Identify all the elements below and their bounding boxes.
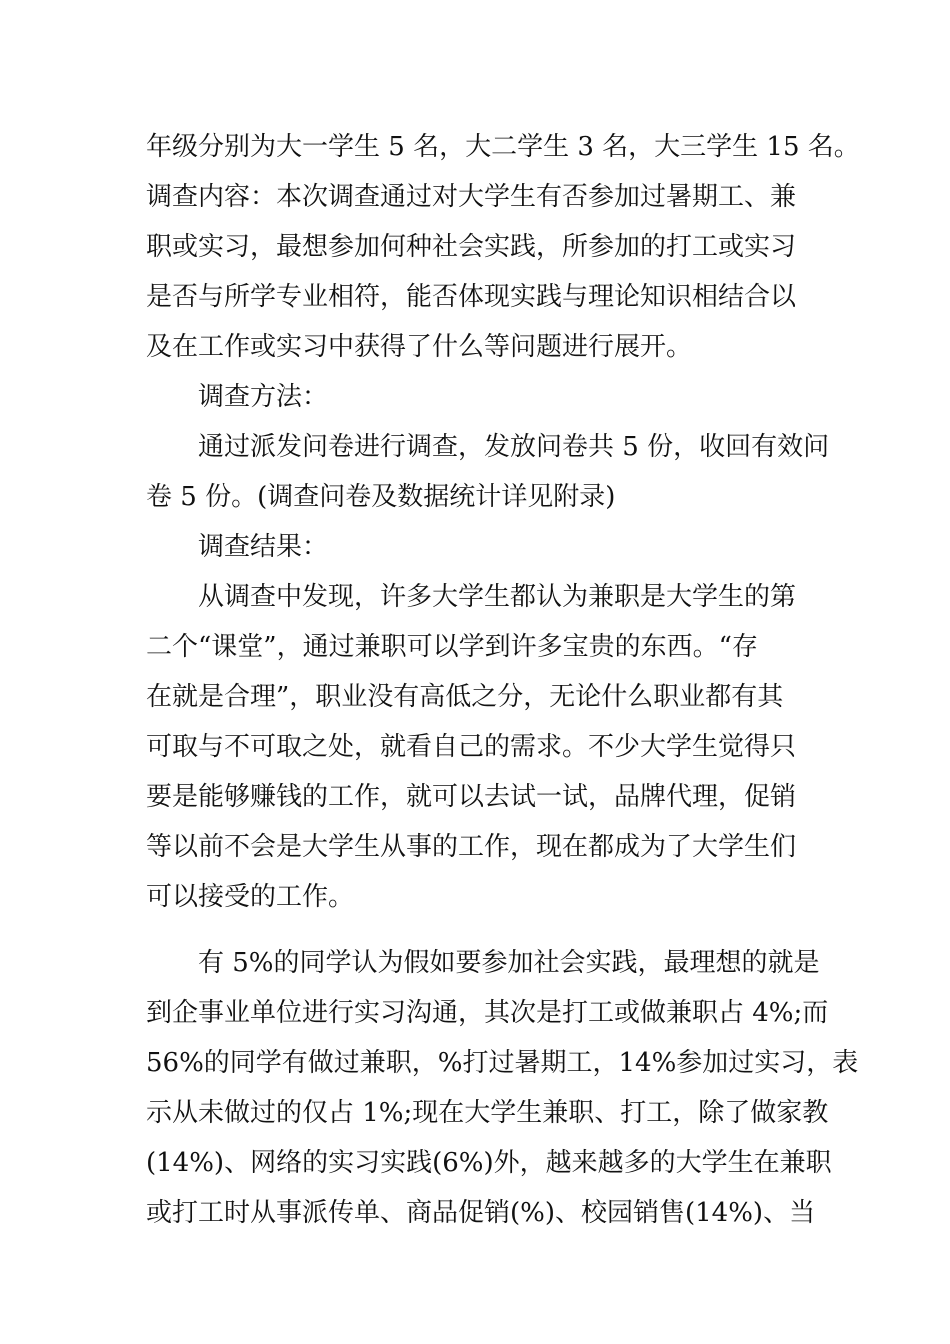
text-line: 可取与不可取之处，就看自己的需求。不少大学生觉得只 (146, 732, 797, 762)
text-line: 或打工时从事派传单、商品促销(%)、校园销售(14%)、当 (146, 1198, 816, 1228)
section-heading-method: 调查方法： (198, 382, 329, 412)
document-body (146, 122, 860, 1238)
text-line: 通过派发问卷进行调查，发放问卷共 5 份，收回有效问 (198, 432, 830, 462)
text-line: 有 5%的同学认为假如要参加社会实践，最理想的就是 (198, 948, 820, 978)
paragraph-gap (146, 922, 818, 938)
text-line: 及在工作或实习中获得了什么等问题进行展开。 (146, 332, 693, 362)
text-line: 到企事业单位进行实习沟通，其次是打工或做兼职占 4%;而 (146, 998, 829, 1028)
text-line: 在就是合理”，职业没有高低之分，无论什么职业都有其 (146, 682, 784, 712)
text-line: 是否与所学专业相符，能否体现实践与理论知识相结合以 (146, 282, 797, 312)
section-heading-results: 调查结果： (198, 532, 329, 562)
text-line: 示从未做过的仅占 1%;现在大学生兼职、打工，除了做家教 (146, 1098, 829, 1128)
text-line: 调查内容：本次调查通过对大学生有否参加过暑期工、兼 (146, 182, 797, 212)
text-line: 职或实习，最想参加何种社会实践，所参加的打工或实习 (146, 232, 797, 262)
text-line: 从调查中发现，许多大学生都认为兼职是大学生的第 (198, 582, 797, 612)
text-line: 要是能够赚钱的工作，就可以去试一试，品牌代理，促销 (146, 782, 797, 812)
text-line: (14%)、网络的实习实践(6%)外，越来越多的大学生在兼职 (146, 1148, 832, 1178)
text-line: 二个“课堂”，通过兼职可以学到许多宝贵的东西。“存 (146, 632, 758, 662)
text-line: 等以前不会是大学生从事的工作，现在都成为了大学生们 (146, 832, 797, 862)
text-line: 可以接受的工作。 (146, 882, 355, 912)
text-line: 年级分别为大一学生 5 名，大二学生 3 名，大三学生 15 名。 (146, 132, 860, 162)
text-line: 卷 5 份。(调查问卷及数据统计详见附录) (146, 482, 616, 512)
text-line: 56%的同学有做过兼职，%打过暑期工，14%参加过实习，表 (146, 1048, 859, 1078)
